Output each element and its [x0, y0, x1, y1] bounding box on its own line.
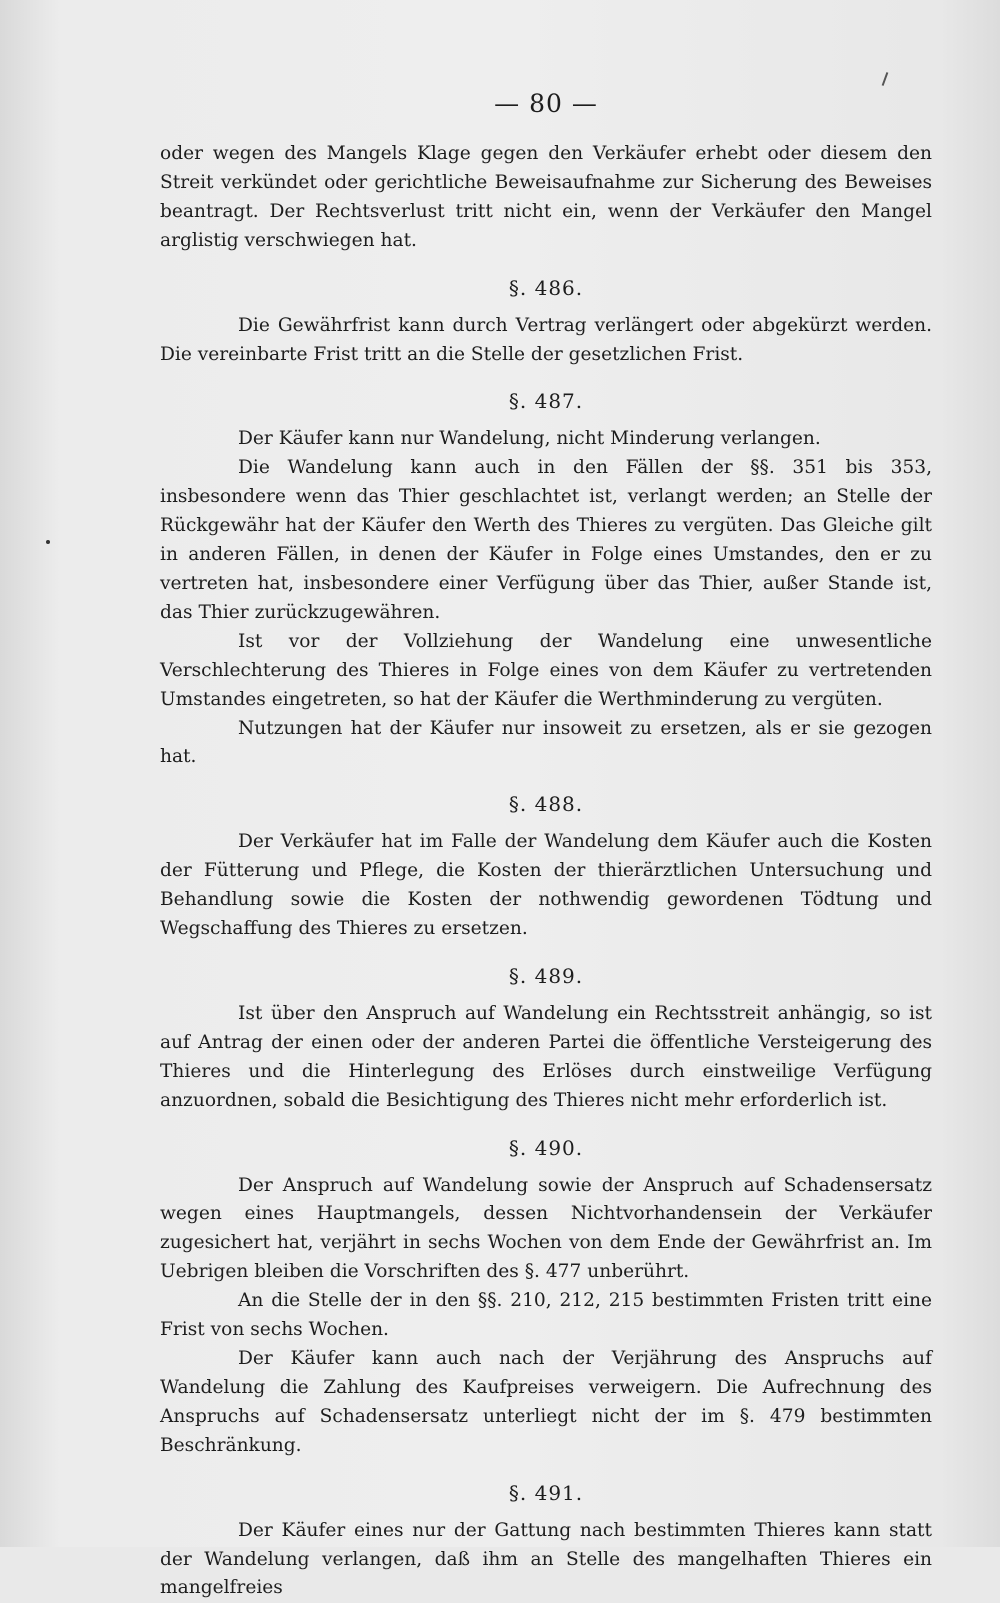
paragraph-487-1: Der Käufer kann nur Wandelung, nicht Minderung verlangen. — [238, 428, 821, 450]
page-content — [160, 88, 932, 1603]
section-heading-489: §. 489. — [508, 963, 584, 988]
section-heading-487: §. 487. — [508, 389, 584, 414]
paragraph-487-3: Ist vor der Vollziehung der Wandelung eine unwesentliche Verschlechterung des Thieres in Folge eines von dem Käufer zu vertretenden Umstandes eingetreten, so hat der Käufer die Werthminderung zu vergüten. — [160, 630, 932, 710]
section-heading-490: §. 490. — [508, 1135, 584, 1160]
page-number: — 80 — — [494, 89, 598, 118]
section-heading-491: §. 491. — [508, 1480, 584, 1505]
paragraph-490-2: An die Stelle der in den §§. 210, 212, 215 bestimmten Fristen tritt eine Frist von sechs Wochen. — [160, 1290, 932, 1341]
section-heading-486: §. 486. — [508, 275, 584, 300]
paragraph-487-2: Die Wandelung kann auch in den Fällen der §§. 351 bis 353, insbesondere wenn das Thier geschlachtet ist, verlangt werden; an Stelle der Rückgewähr hat der Käufer den Werth des Thieres zu vergüten. Das Gleiche gilt in anderen Fällen, in denen der Käufer in Folge eines Umstandes, den er zu vertreten hat, insbesondere einer Verfügung über das Thier, außer Stande ist, das Thier zurückzugewähren. — [160, 457, 932, 623]
text-block — [160, 140, 932, 1603]
paragraph-487-4: Nutzungen hat der Käufer nur insoweit zu ersetzen, als er sie gezogen hat. — [160, 717, 932, 768]
ink-dot — [46, 540, 50, 544]
paragraph-490-1: Der Anspruch auf Wandelung sowie der Anspruch auf Schadensersatz wegen eines Hauptmangels, dessen Nichtvorhandensein der Verkäufer zugesichert hat, verjährt in sechs Wochen von dem Ende der Gewährfrist an. Im Uebrigen bleiben die Vorschriften des §. 477 unberührt. — [160, 1174, 932, 1283]
paragraph-491-1: Der Käufer eines nur der Gattung nach bestimmten Thieres kann statt der Wandelung verlangen, daß ihm an Stelle des mangelhaften Thieres ein mangelfreies — [160, 1519, 932, 1599]
paragraph-490-3: Der Käufer kann auch nach der Verjährung des Anspruchs auf Wandelung die Zahlung des Kaufpreises verweigern. Die Aufrechnung des Anspruchs auf Schadensersatz unterliegt nicht der im §. 479 bestimmten Beschränkung. — [160, 1348, 932, 1456]
paragraph-continuation: oder wegen des Mangels Klage gegen den Verkäufer erhebt oder diesem den Streit verkündet oder gerichtliche Beweisaufnahme zur Sicherung des Beweises beantragt. Der Rechtsverlust tritt nicht ein, wenn der Verkäufer den Mangel arglistig verschwiegen hat. — [160, 143, 932, 251]
paragraph-486-1: Die Gewährfrist kann durch Vertrag verlängert oder abgekürzt werden. Die vereinbarte Frist tritt an die Stelle der gesetzlichen Frist. — [160, 314, 932, 365]
section-heading-488: §. 488. — [508, 792, 584, 817]
pencil-mark — [882, 72, 889, 86]
paragraph-488-1: Der Verkäufer hat im Falle der Wandelung dem Käufer auch die Kosten der Fütterung und Pflege, die Kosten der thierärztlichen Untersuchung und Behandlung sowie die Kosten der nothwendig gewordenen Tödtung und Wegschaffung des Thieres zu ersetzen. — [160, 831, 932, 940]
paragraph-489-1: Ist über den Anspruch auf Wandelung ein Rechtsstreit anhängig, so ist auf Antrag der einen oder der anderen Partei die öffentliche Versteigerung des Thieres und die Hinterlegung des Erlöses durch einstweilige Verfügung anzuordnen, sobald die Besichtigung des Thieres nicht mehr erforderlich ist. — [160, 1002, 932, 1111]
